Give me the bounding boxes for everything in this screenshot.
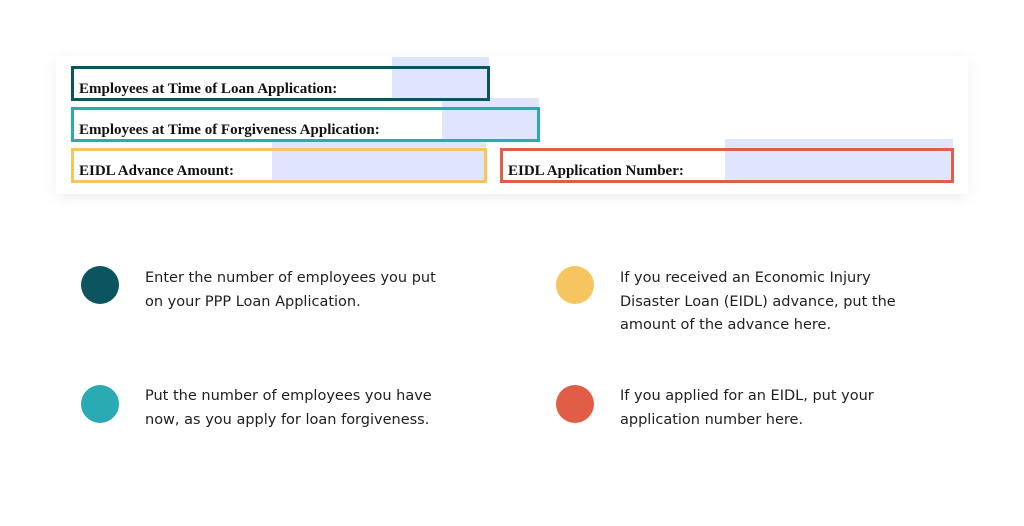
- field-eidl-advance-label: EIDL Advance Amount:: [79, 163, 235, 179]
- field-eidl-advance: [71, 148, 487, 183]
- coral-dot-icon: [556, 385, 594, 423]
- field-eidl-application-number-label: EIDL Application Number:: [508, 163, 684, 179]
- field-eidl-application-number: [500, 148, 954, 183]
- legend-text-eidl-advance: If you received an Economic Injury Disaster Loan (EIDL) advance, put the amount of the advance here.: [620, 270, 896, 333]
- teal-dot-icon: [81, 385, 119, 423]
- yellow-dot-icon: [556, 266, 594, 304]
- field-forgiveness-employees-label: Employees at Time of Forgiveness Application:: [79, 122, 380, 138]
- legend-text-eidl-application-number: If you applied for an EIDL, put your application number here.: [620, 388, 874, 428]
- field-loan-employees: [71, 66, 490, 101]
- dark-teal-dot-icon: [81, 266, 119, 304]
- legend-text-forgiveness-employees: Put the number of employees you have now, as you apply for loan forgiveness.: [145, 388, 432, 428]
- field-loan-employees-label: Employees at Time of Loan Application:: [79, 81, 338, 97]
- field-forgiveness-employees: [71, 107, 540, 142]
- legend-text-loan-employees: Enter the number of employees you put on your PPP Loan Application.: [145, 270, 436, 310]
